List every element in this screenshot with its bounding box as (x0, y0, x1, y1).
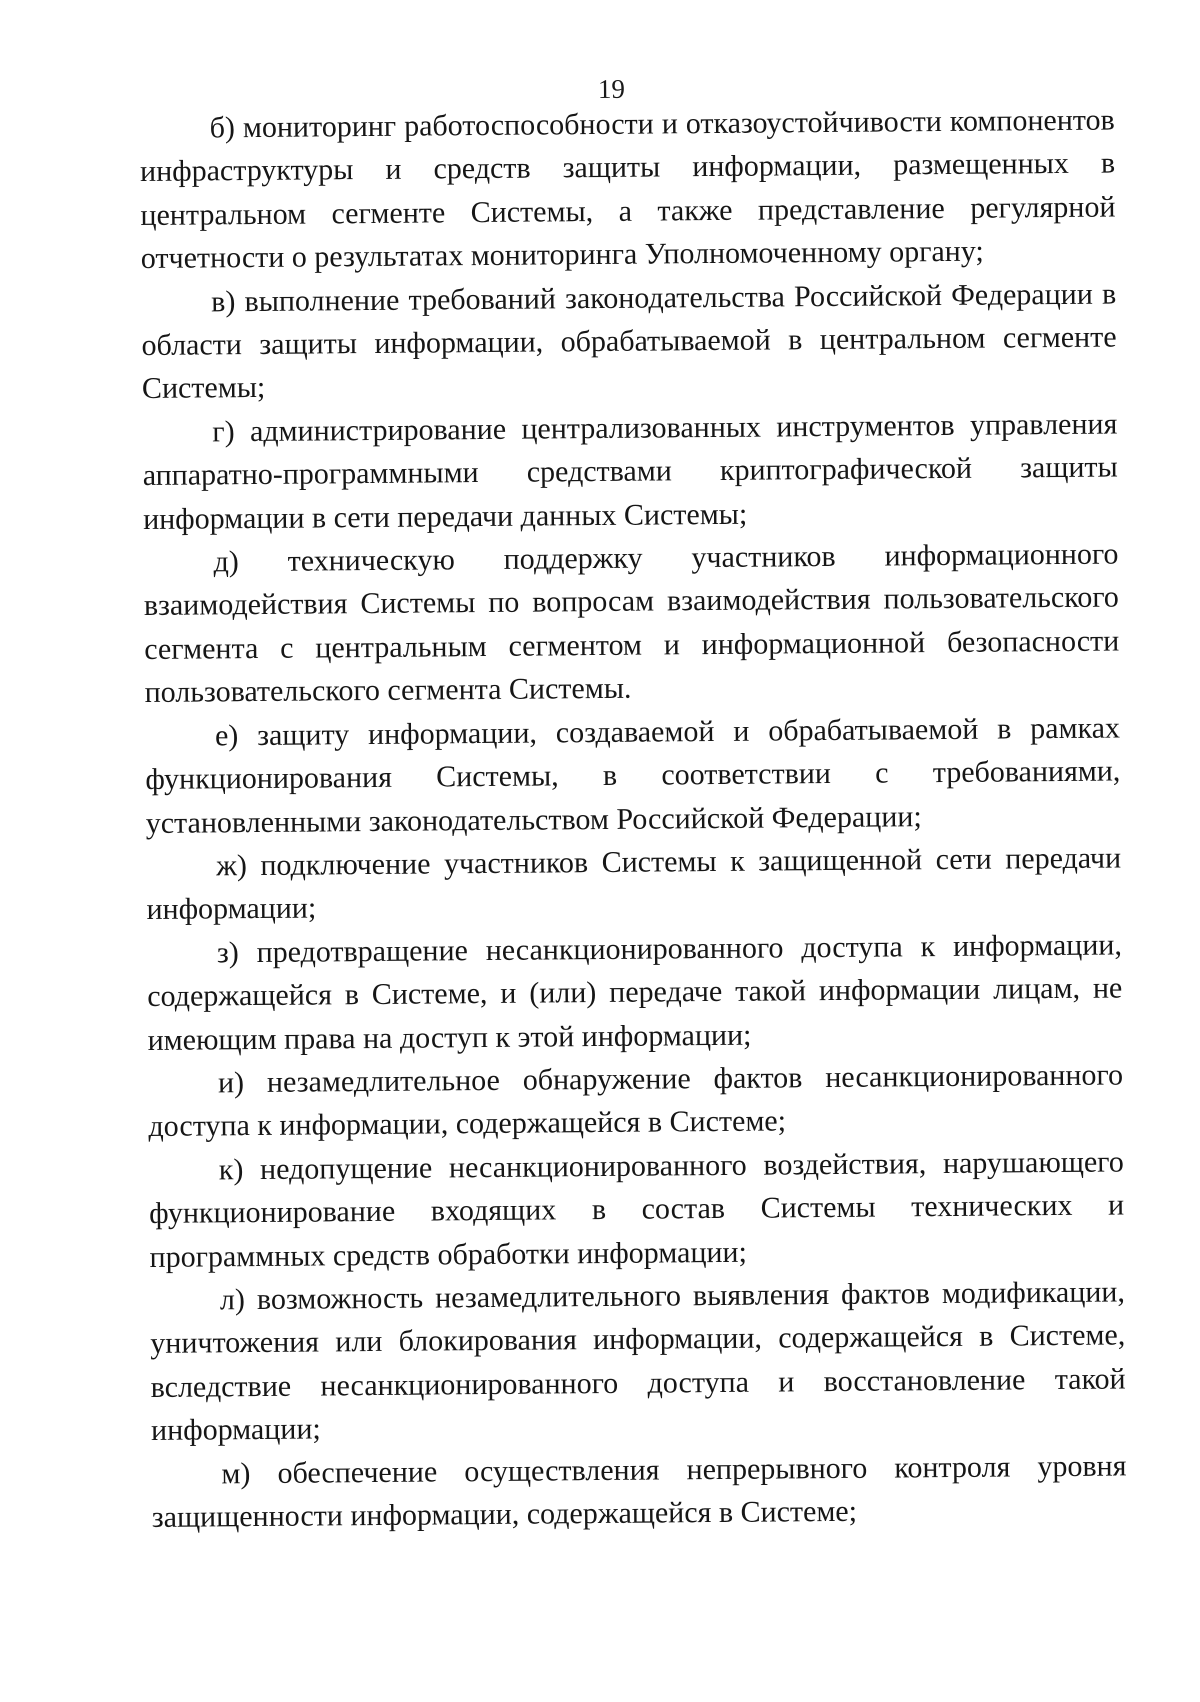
paragraph-m: м) обеспечение осуществления непрерывного контроля уровня защищенности информации, содержащейся в Системе; (151, 1449, 1127, 1534)
paragraph-l: л) возможность незамедлительного выявления фактов модификации, уничтожения или блокирования информации, содержащейся в Системе, вследствие несанкционированного доступа и восстановление такой информации; (150, 1275, 1126, 1448)
paragraph-zh: ж) подключение участников Системы к защищенной сети передачи информации; (146, 841, 1122, 927)
paragraph-d: д) техническую поддержку участников информационного взаимодействия Системы по вопросам взаимодействия пользовательского сегмента с центральным сегментом и информационной безопасности пользовательского сегмента Системы. (143, 537, 1120, 710)
paragraph-i: и) незамедлительное обнаружение фактов несанкционированного доступа к информации, содержащейся в Системе; (148, 1058, 1124, 1144)
page-number: 19 (597, 73, 626, 104)
paragraph-v: в) выполнение требований законодательства Российской Федерации в области защиты информации, обрабатываемой в центральном сегменте Системы; (141, 277, 1117, 406)
paragraph-e: е) защиту информации, создаваемой и обрабатываемой в рамках функционирования Системы, в соответствии с требованиями, установленными законодательством Российской Федерации; (145, 711, 1121, 840)
paragraph-b: б) мониторинг работоспособности и отказоустойчивости компонентов инфраструктуры и средств защиты информации, размещенных в центральном сегменте Системы, а также представление регулярной отчетности о результатах мониторинга Уполномоченному органу; (139, 103, 1116, 276)
paragraph-z: з) предотвращение несанкционированного доступа к информации, содержащейся в Системе, и (или) передаче такой информации лицам, не имеющим права на доступ к этой информации; (147, 928, 1123, 1057)
document-body (140, 98, 1127, 1539)
paragraph-g: г) администрирование централизованных инструментов управления аппаратно-программными средствами криптографической защиты информации в сети передачи данных Системы; (142, 407, 1118, 536)
paragraph-k: к) недопущение несанкционированного воздействия, нарушающего функционирование входящих в состав Системы технических и программных средств обработки информации; (149, 1145, 1125, 1274)
